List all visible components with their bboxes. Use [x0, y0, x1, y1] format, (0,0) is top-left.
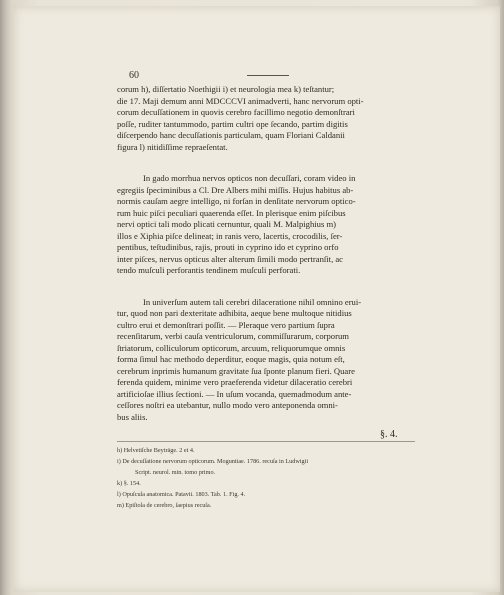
- text-line: diſcerpendo hanc decuſſationis particulam, quam Floriani Caldanii: [117, 130, 345, 140]
- paragraph: [117, 84, 415, 153]
- footnotes: [117, 445, 415, 511]
- paragraph: [117, 173, 415, 277]
- footnote-continuation: Script. neurol. min. tomo primo.: [135, 469, 216, 476]
- text-line: pentibus, teſtudinibus, rajis, prouti in cyprino ido et cyprino orfo: [117, 242, 339, 252]
- text-line: egregiis ſpeciminibus a Cl. Dre Albers mihi miſſis. Hujus habitus ab-: [117, 184, 354, 195]
- text-line: ſtriatorum, colliculorum opticorum, arcuum, reliquorumque omnis: [117, 342, 346, 353]
- text-line: bus aliis.: [117, 411, 148, 422]
- text-line: poſſe, ruditer tantummodo, partim cultri ope ſecando, partim digitis: [117, 118, 348, 129]
- text-line: corum h), diſſertatio Noethigii i) et neurologia mea k) teſtantur;: [117, 84, 335, 94]
- text-line: die 17. Maji demum anni MDCCCVI animadverti, hanc nervorum opti-: [117, 95, 364, 106]
- text-line: cerebrum inprimis humanum gravitate ſua ſponte planum fieri. Quare: [117, 365, 355, 376]
- header-rule: [247, 75, 289, 76]
- paragraph: [117, 297, 415, 424]
- text-line: In gado morrhua nervos opticos non decuſſari, coram video in: [143, 173, 356, 183]
- footnote: l) Opuſcula anatomica. Patavii. 1803. Tab. 1. Fig. 4.: [117, 491, 246, 498]
- page-number: 60: [129, 70, 139, 81]
- text-line: rum huic piſci peculiari quaerenda eſſet. In plerisque enim piſcibus: [117, 207, 346, 218]
- text-line: tendo muſculi perforantis tendinem muſculi perforati.: [117, 265, 301, 275]
- footnote: m) Epiſtola de cerebro, ſaepius recuſa.: [117, 502, 212, 509]
- body-text: [117, 84, 415, 423]
- text-line: In univerſum autem tali cerebri dilaceratione nihil omnino erui-: [143, 296, 362, 307]
- text-line: figura l) nitidiſſime repraeſentat.: [117, 141, 228, 152]
- text-line: tur, quod non pari dexteritate adhibita, aeque bene multoque nitidius: [117, 308, 352, 318]
- footnote-rule: [117, 441, 415, 442]
- text-line: inter piſces, nervus opticus alter alterum ſimili modo pertranſit, ac: [117, 253, 343, 264]
- section-signature: §. 4.: [380, 429, 398, 440]
- text-line: artificioſae illius ſectioni. — In uſum vocanda, quemadmodum ante-: [117, 388, 352, 399]
- text-line: corum decuſſationem in quovis cerebro facillimo negotio demonſtrari: [117, 107, 355, 117]
- text-line: forma ſimul hac methodo deperditur, eoque magis, quia notum eſt,: [117, 354, 345, 364]
- text-line: recenſitarum, verbi cauſa ventriculorum, commiſſurarum, corporum: [117, 331, 349, 341]
- footnote: k) §. 154.: [117, 480, 141, 487]
- footnote: i) De decuſſatione nervorum opticorum. Moguntiae. 1786. recuſa in Ludwigii: [117, 458, 309, 465]
- text-line: ceſſores noſtri ea utebantur, nullo modo vero anteponenda omni-: [117, 400, 338, 410]
- footnote: h) Helvetiſche Beyträge. 2 et 4.: [117, 447, 195, 454]
- text-line: normis cauſam aegre intelligo, ni forſan in denſitate nervorum optico-: [117, 196, 356, 206]
- text-line: ferenda quidem, minime vero praeferenda videtur dilaceratio cerebri: [117, 377, 353, 387]
- text-line: nervi optici tali modo plicati cernuntur, quali M. Malpighius m): [117, 219, 336, 229]
- text-line: cultro erui et demonſtrari poſſit. — Pleraque vero partium ſupra: [117, 319, 335, 330]
- text-line: illos e Xiphia piſce delineat; in ranis vero, lacertis, crocodilis, ſer-: [117, 230, 343, 241]
